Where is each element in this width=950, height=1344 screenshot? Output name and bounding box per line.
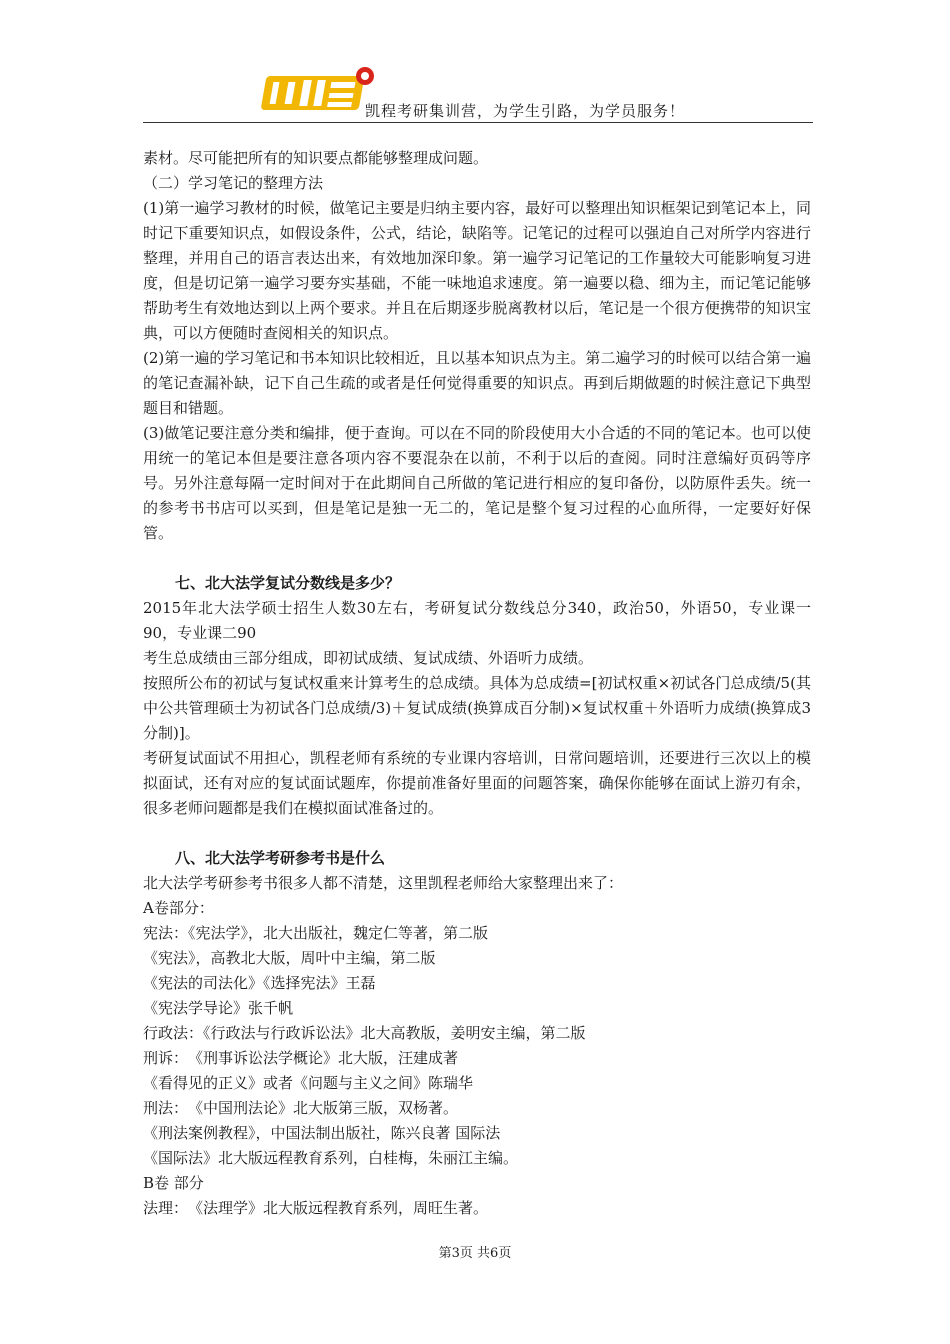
paragraph: 2015年北大法学硕士招生人数30左右，考研复试分数线总分340，政治50，外语50，专业课一90，专业课二90	[143, 599, 811, 642]
book-line: 北大法学考研参考书很多人都不清楚，这里凯程老师给大家整理出来了：	[143, 874, 624, 892]
paragraph: 按照所公布的初试与复试权重来计算考生的总成绩。具体为总成绩=[初试权重×初试各门总成绩/5(其中公共管理硕士为初试各门总成绩/3)＋复试成绩(换算成百分制)×复试权重＋外语听力成绩(换算成3分制)]。	[143, 674, 811, 742]
book-line: A卷部分：	[143, 899, 214, 917]
book-line: 行政法：《行政法与行政诉讼法》北大高教版，姜明安主编，第二版	[143, 1024, 586, 1042]
paragraph: 考生总成绩由三部分组成，即初试成绩、复试成绩、外语听力成绩。	[143, 649, 594, 667]
page-header	[143, 60, 813, 124]
header-divider	[143, 122, 813, 123]
book-line: 《宪法学导论》张千帆	[143, 999, 294, 1017]
book-line: 《宪法》，高教北大版，周叶中主编，第二版	[143, 949, 436, 967]
paragraph: (3)做笔记要注意分类和编排，便于查询。可以在不同的阶段使用大小合适的不同的笔记本。也可以使用统一的笔记本但是要注意各项内容不要混杂在以前，不利于以后的查阅。同时注意编好页码等序号。另外注意每隔一定时间对于在此期间自己所做的笔记进行相应的复印备份，以防原件丢失。统一的参考书书店可以买到，但是笔记是独一无二的，笔记是整个复习过程的心血所得，一定要好好保管。	[143, 424, 811, 542]
page-number: 第3页 共6页	[438, 1246, 512, 1261]
book-line: 《国际法》北大版远程教育系列，白桂梅，朱丽江主编。	[143, 1149, 519, 1167]
header-slogan: 凯程考研集训营，为学生引路，为学员服务！	[365, 102, 686, 120]
book-line: 《刑法案例教程》，中国法制出版社，陈兴良著 国际法	[143, 1124, 501, 1142]
book-line: 《看得见的正义》或者《问题与主义之间》陈瑞华	[143, 1074, 474, 1092]
section-title-8: 八、北大法学考研参考书是什么	[175, 849, 386, 867]
book-line: B卷 部分	[143, 1174, 204, 1192]
section-title-7: 七、北大法学复试分数线是多少？	[175, 574, 401, 592]
subheading: （二）学习笔记的整理方法	[143, 174, 324, 192]
book-line: 《宪法的司法化》《选择宪法》王磊	[143, 974, 376, 992]
paragraph: (1)第一遍学习教材的时候，做笔记主要是归纳主要内容，最好可以整理出知识框架记到笔记本上，同时记下重要知识点，如假设条件，公式，结论，缺陷等。记笔记的过程可以强迫自己对所学内容进行整理，并用自己的语言表达出来，有效地加深印象。第一遍学习记笔记的工作量较大可能影响复习进度，但是切记第一遍学习要夯实基础，不能一味地追求速度。第一遍要以稳、细为主，而记笔记能够帮助考生有效地达到以上两个要求。并且在后期逐步脱离教材以后，笔记是一个很方便携带的知识宝典，可以方便随时查阅相关的知识点。	[143, 199, 811, 342]
book-line: 刑法： 《中国刑法论》北大版第三版，双杨著。	[143, 1099, 459, 1117]
paragraph: 素材。尽可能把所有的知识要点都能够整理成问题。	[143, 149, 489, 167]
paragraph: 考研复试面试不用担心，凯程老师有系统的专业课内容培训，日常问题培训，还要进行三次以上的模拟面试，还有对应的复试面试题库，你提前准备好里面的问题答案，确保你能够在面试上游刃有余，很多老师问题都是我们在模拟面试准备过的。	[143, 749, 811, 817]
spacer	[143, 821, 811, 846]
paragraph: (2)第一遍的学习笔记和书本知识比较相近，且以基本知识点为主。第二遍学习的时候可以结合第一遍的笔记查漏补缺，记下自己生疏的或者是任何觉得重要的知识点。再到后期做题的时候注意记下典型题目和错题。	[143, 349, 811, 417]
page-content	[143, 146, 811, 1221]
book-line: 法理： 《法理学》北大版远程教育系列，周旺生著。	[143, 1199, 489, 1217]
book-line: 宪法：《宪法学》，北大出版社，魏定仁等著，第二版	[143, 924, 489, 942]
book-line: 刑诉： 《刑事诉讼法学概论》北大版，汪建成著	[143, 1049, 459, 1067]
spacer	[143, 546, 811, 571]
